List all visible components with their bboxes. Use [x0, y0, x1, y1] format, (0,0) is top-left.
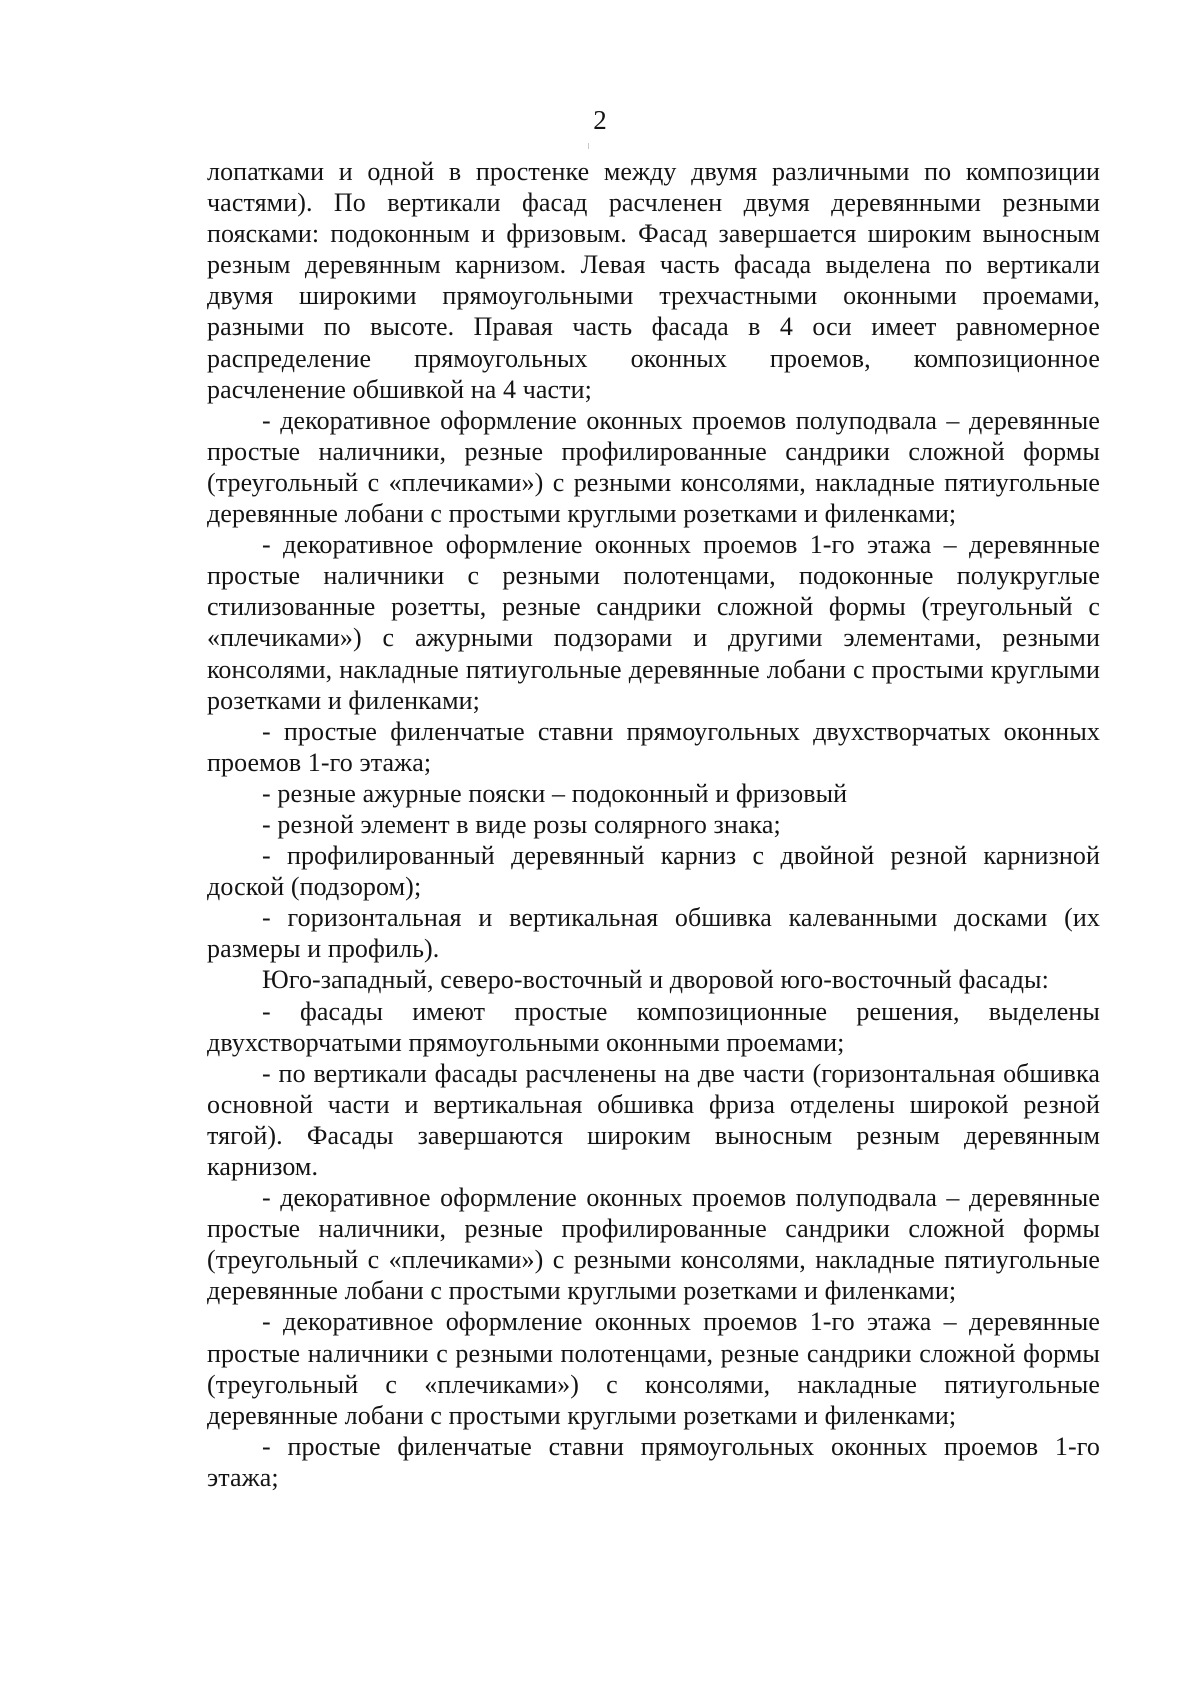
page-number: 2 [593, 105, 607, 135]
paragraph: - по вертикали фасады расчленены на две части (горизонтальная обшивка основной части и вертикальная обшивка фриза отделены широкой резной тягой). Фасады завершаются широким выносным резным деревянным карнизом. [207, 1058, 1100, 1181]
scan-artifact-mark [588, 143, 589, 149]
paragraph: - простые филенчатые ставни прямоугольных двухстворчатых оконных проемов 1-го этажа; [207, 716, 1100, 777]
paragraph: - декоративное оформление оконных проемов 1-го этажа – деревянные простые наличники с резными полотенцами, резные сандрики сложной формы (треугольный с «плечиками») с консолями, накладные пятиугольные деревянные лобани с простыми круглыми розетками и филенками; [207, 1307, 1100, 1430]
paragraph: - простые филенчатые ставни прямоугольных оконных проемов 1-го этажа; [207, 1431, 1100, 1492]
paragraph: - резной элемент в виде розы солярного знака; [262, 809, 781, 839]
document-body [207, 156, 1100, 1493]
paragraph: - профилированный деревянный карниз с двойной резной карнизной доской (подзором); [207, 841, 1100, 902]
paragraph: - фасады имеют простые композиционные решения, выделены двухстворчатыми прямоугольными оконными проемами; [207, 996, 1100, 1057]
paragraph: лопатками и одной в простенке между двумя различными по композиции частями). По вертикали фасад расчленен двумя деревянными резными поясками: подоконным и фризовым. Фасад завершается широким выносным резным деревянным карнизом. Левая часть фасада выделена по вертикали двумя широкими прямоугольными трехчастными оконными проемами, разными по высоте. Правая часть фасада в 4 оси имеет равномерное распределение прямоугольных оконных проемов, композиционное расчленение обшивкой на 4 части; [207, 157, 1100, 404]
paragraph: - декоративное оформление оконных проемов полуподвала – деревянные простые наличники, резные профилированные сандрики сложной формы (треугольный с «плечиками») с резными консолями, накладные пятиугольные деревянные лобани с простыми круглыми розетками и филенками; [207, 1183, 1100, 1306]
paragraph: - горизонтальная и вертикальная обшивка калеванными досками (их размеры и профиль). [207, 903, 1100, 964]
section-heading: Юго-западный, северо-восточный и дворовой юго-восточный фасады: [262, 965, 1049, 995]
paragraph: - резные ажурные пояски – подоконный и фризовый [262, 778, 848, 808]
paragraph: - декоративное оформление оконных проемов полуподвала – деревянные простые наличники, резные профилированные сандрики сложной формы (треугольный с «плечиками») с резными консолями, накладные пятиугольные деревянные лобани с простыми круглыми розетками и филенками; [207, 405, 1100, 529]
paragraph: - декоративное оформление оконных проемов 1-го этажа – деревянные простые наличники с резными полотенцами, подоконные полукруглые стилизованные розетты, резные сандрики сложной формы (треугольный с «плечиками») с ажурными подзорами и другими элементами, резными консолями, накладные пятиугольные деревянные лобани с простыми круглыми розетками и филенками; [207, 530, 1100, 715]
